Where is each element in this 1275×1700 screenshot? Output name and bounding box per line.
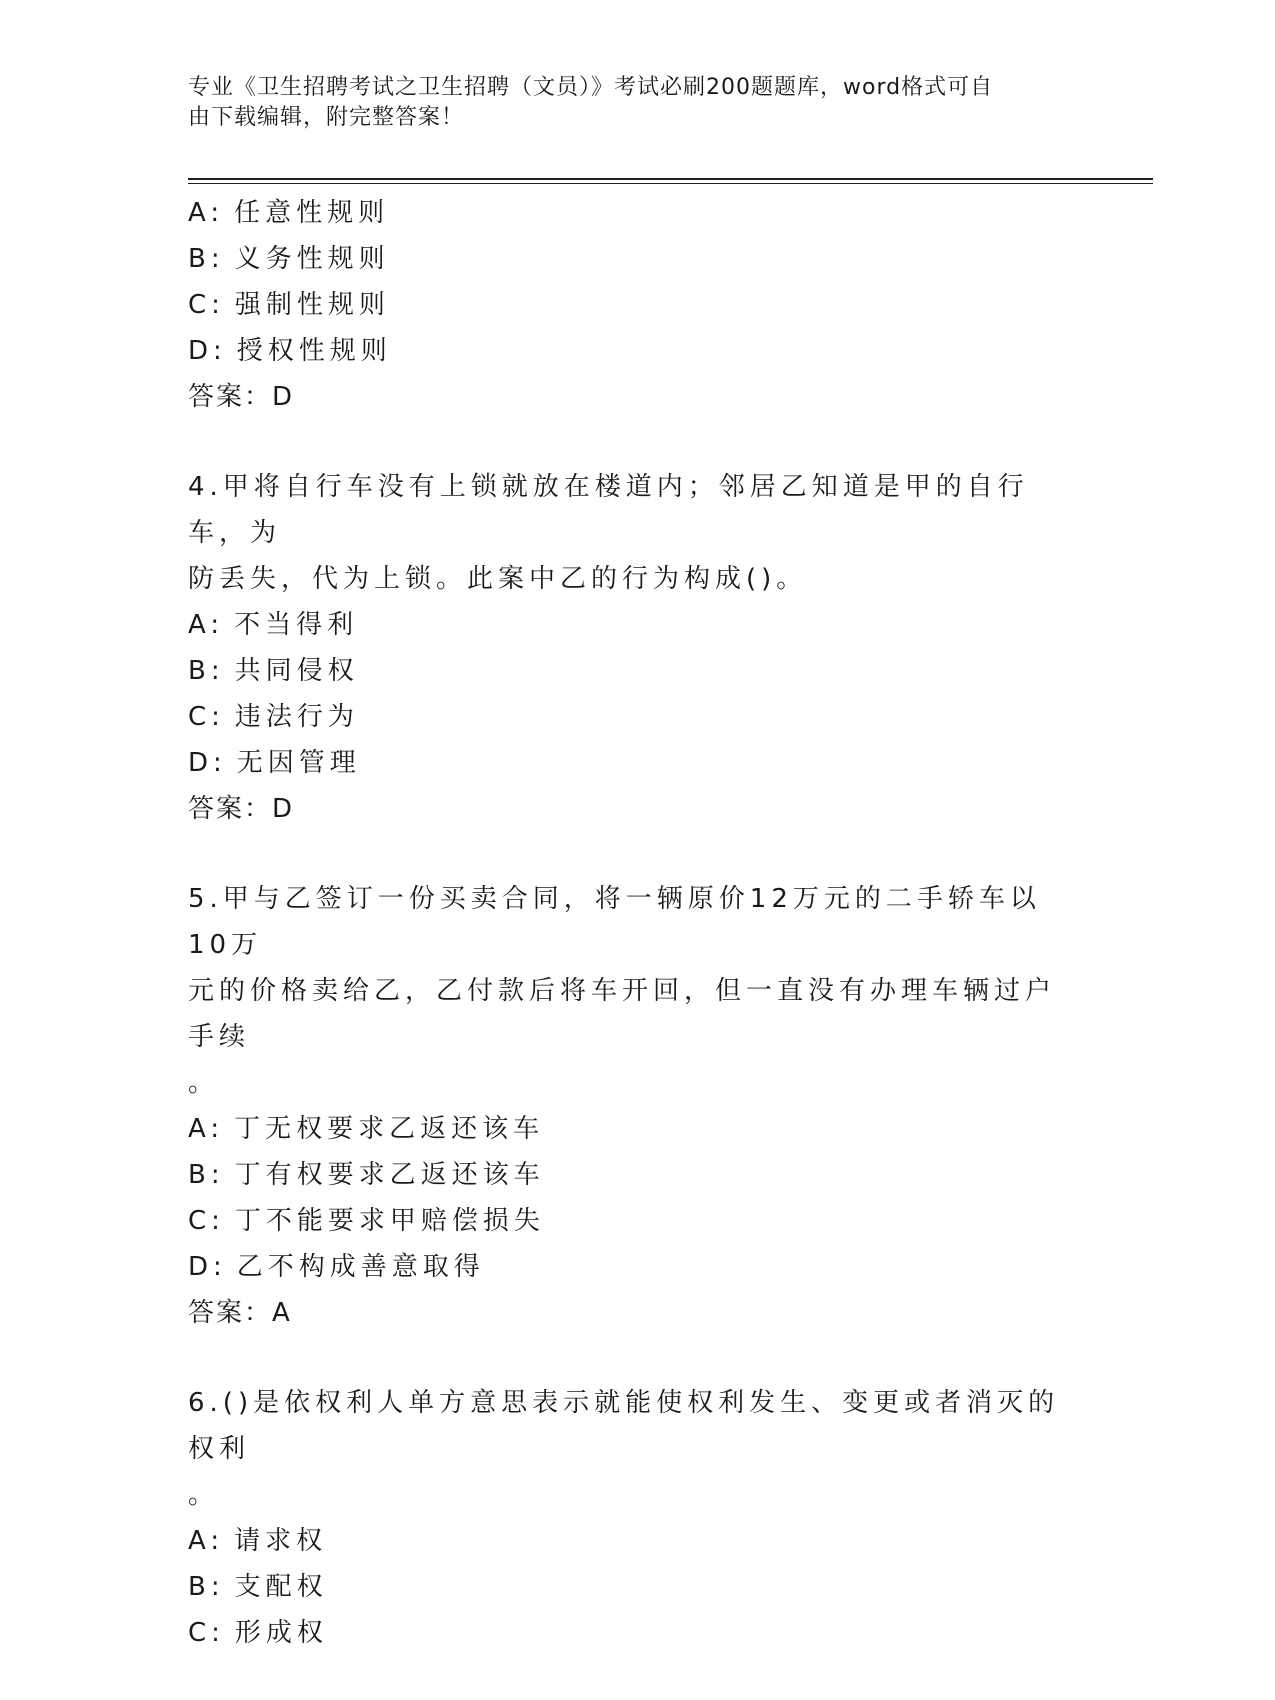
option-text: 共同侵权 bbox=[234, 656, 359, 686]
option-letter: B: bbox=[188, 244, 225, 274]
question-list bbox=[188, 190, 1068, 1700]
option-c bbox=[188, 1610, 1068, 1656]
option-text: 丁有权要求乙返还该车 bbox=[234, 1160, 545, 1190]
option-letter: B: bbox=[188, 1160, 225, 1190]
option-text: 不当得利 bbox=[234, 610, 359, 640]
header-line-1: 专业《卫生招聘考试之卫生招聘（文员）》考试必刷200题题库，word格式可自 bbox=[188, 75, 994, 100]
option-d bbox=[188, 740, 1068, 786]
option-d bbox=[188, 1244, 1068, 1290]
option-text: 丁无权要求乙返还该车 bbox=[234, 1114, 545, 1144]
option-text: 授权性规则 bbox=[236, 336, 392, 366]
option-letter: C: bbox=[188, 290, 225, 320]
option-text: 违法行为 bbox=[234, 702, 359, 732]
question-block-3 bbox=[188, 190, 1068, 420]
option-text: 无因管理 bbox=[236, 748, 361, 778]
option-a bbox=[188, 1106, 1068, 1152]
question-stem-line: 6.()是依权利人单方意思表示就能使权利发生、变更或者消灭的权利 bbox=[188, 1388, 1060, 1464]
option-b bbox=[188, 1564, 1068, 1610]
question-stem-line: 。 bbox=[188, 1480, 220, 1510]
option-a bbox=[188, 602, 1068, 648]
option-letter: D: bbox=[188, 336, 227, 366]
option-text: 形成权 bbox=[234, 1618, 328, 1648]
question-block-5 bbox=[188, 876, 1068, 1336]
option-text: 乙不构成善意取得 bbox=[236, 1252, 485, 1282]
option-text: 请求权 bbox=[234, 1526, 328, 1556]
document-header bbox=[188, 73, 1068, 133]
option-letter: C: bbox=[188, 1206, 225, 1236]
option-c bbox=[188, 282, 1068, 328]
option-text: 强制性规则 bbox=[234, 290, 390, 320]
question-stem-line: 防丢失，代为上锁。此案中乙的行为构成()。 bbox=[188, 564, 808, 594]
option-b bbox=[188, 1152, 1068, 1198]
question-block-4 bbox=[188, 464, 1068, 832]
option-letter: C: bbox=[188, 1618, 225, 1648]
option-letter: A: bbox=[188, 610, 225, 640]
question-stem-line: 5.甲与乙签订一份买卖合同，将一辆原价12万元的二手轿车以10万 bbox=[188, 884, 1041, 960]
option-c bbox=[188, 1198, 1068, 1244]
answer-line: 答案：D bbox=[188, 382, 295, 412]
option-a bbox=[188, 190, 1068, 236]
option-letter: A: bbox=[188, 1114, 225, 1144]
header-line-2: 由下载编辑，附完整答案！ bbox=[188, 105, 465, 130]
option-letter: D: bbox=[188, 1252, 227, 1282]
question-block-6 bbox=[188, 1380, 1068, 1656]
option-b bbox=[188, 648, 1068, 694]
option-d bbox=[188, 328, 1068, 374]
question-stem-line: 。 bbox=[188, 1068, 220, 1098]
option-c bbox=[188, 694, 1068, 740]
option-a bbox=[188, 1518, 1068, 1564]
answer-line: 答案：D bbox=[188, 794, 295, 824]
option-text: 义务性规则 bbox=[234, 244, 390, 274]
option-letter: C: bbox=[188, 702, 225, 732]
option-text: 任意性规则 bbox=[234, 198, 390, 228]
option-letter: D: bbox=[188, 748, 227, 778]
header-divider bbox=[188, 178, 1153, 184]
option-letter: A: bbox=[188, 1526, 225, 1556]
option-text: 丁不能要求甲赔偿损失 bbox=[234, 1206, 545, 1236]
answer-line: 答案：A bbox=[188, 1298, 292, 1328]
option-letter: B: bbox=[188, 1572, 225, 1602]
option-letter: A: bbox=[188, 198, 225, 228]
question-stem-line: 元的价格卖给乙，乙付款后将车开回，但一直没有办理车辆过户手续 bbox=[188, 976, 1057, 1052]
option-b bbox=[188, 236, 1068, 282]
option-text: 支配权 bbox=[234, 1572, 328, 1602]
option-letter: B: bbox=[188, 656, 225, 686]
question-stem-line: 4.甲将自行车没有上锁就放在楼道内；邻居乙知道是甲的自行车，为 bbox=[188, 472, 1029, 548]
